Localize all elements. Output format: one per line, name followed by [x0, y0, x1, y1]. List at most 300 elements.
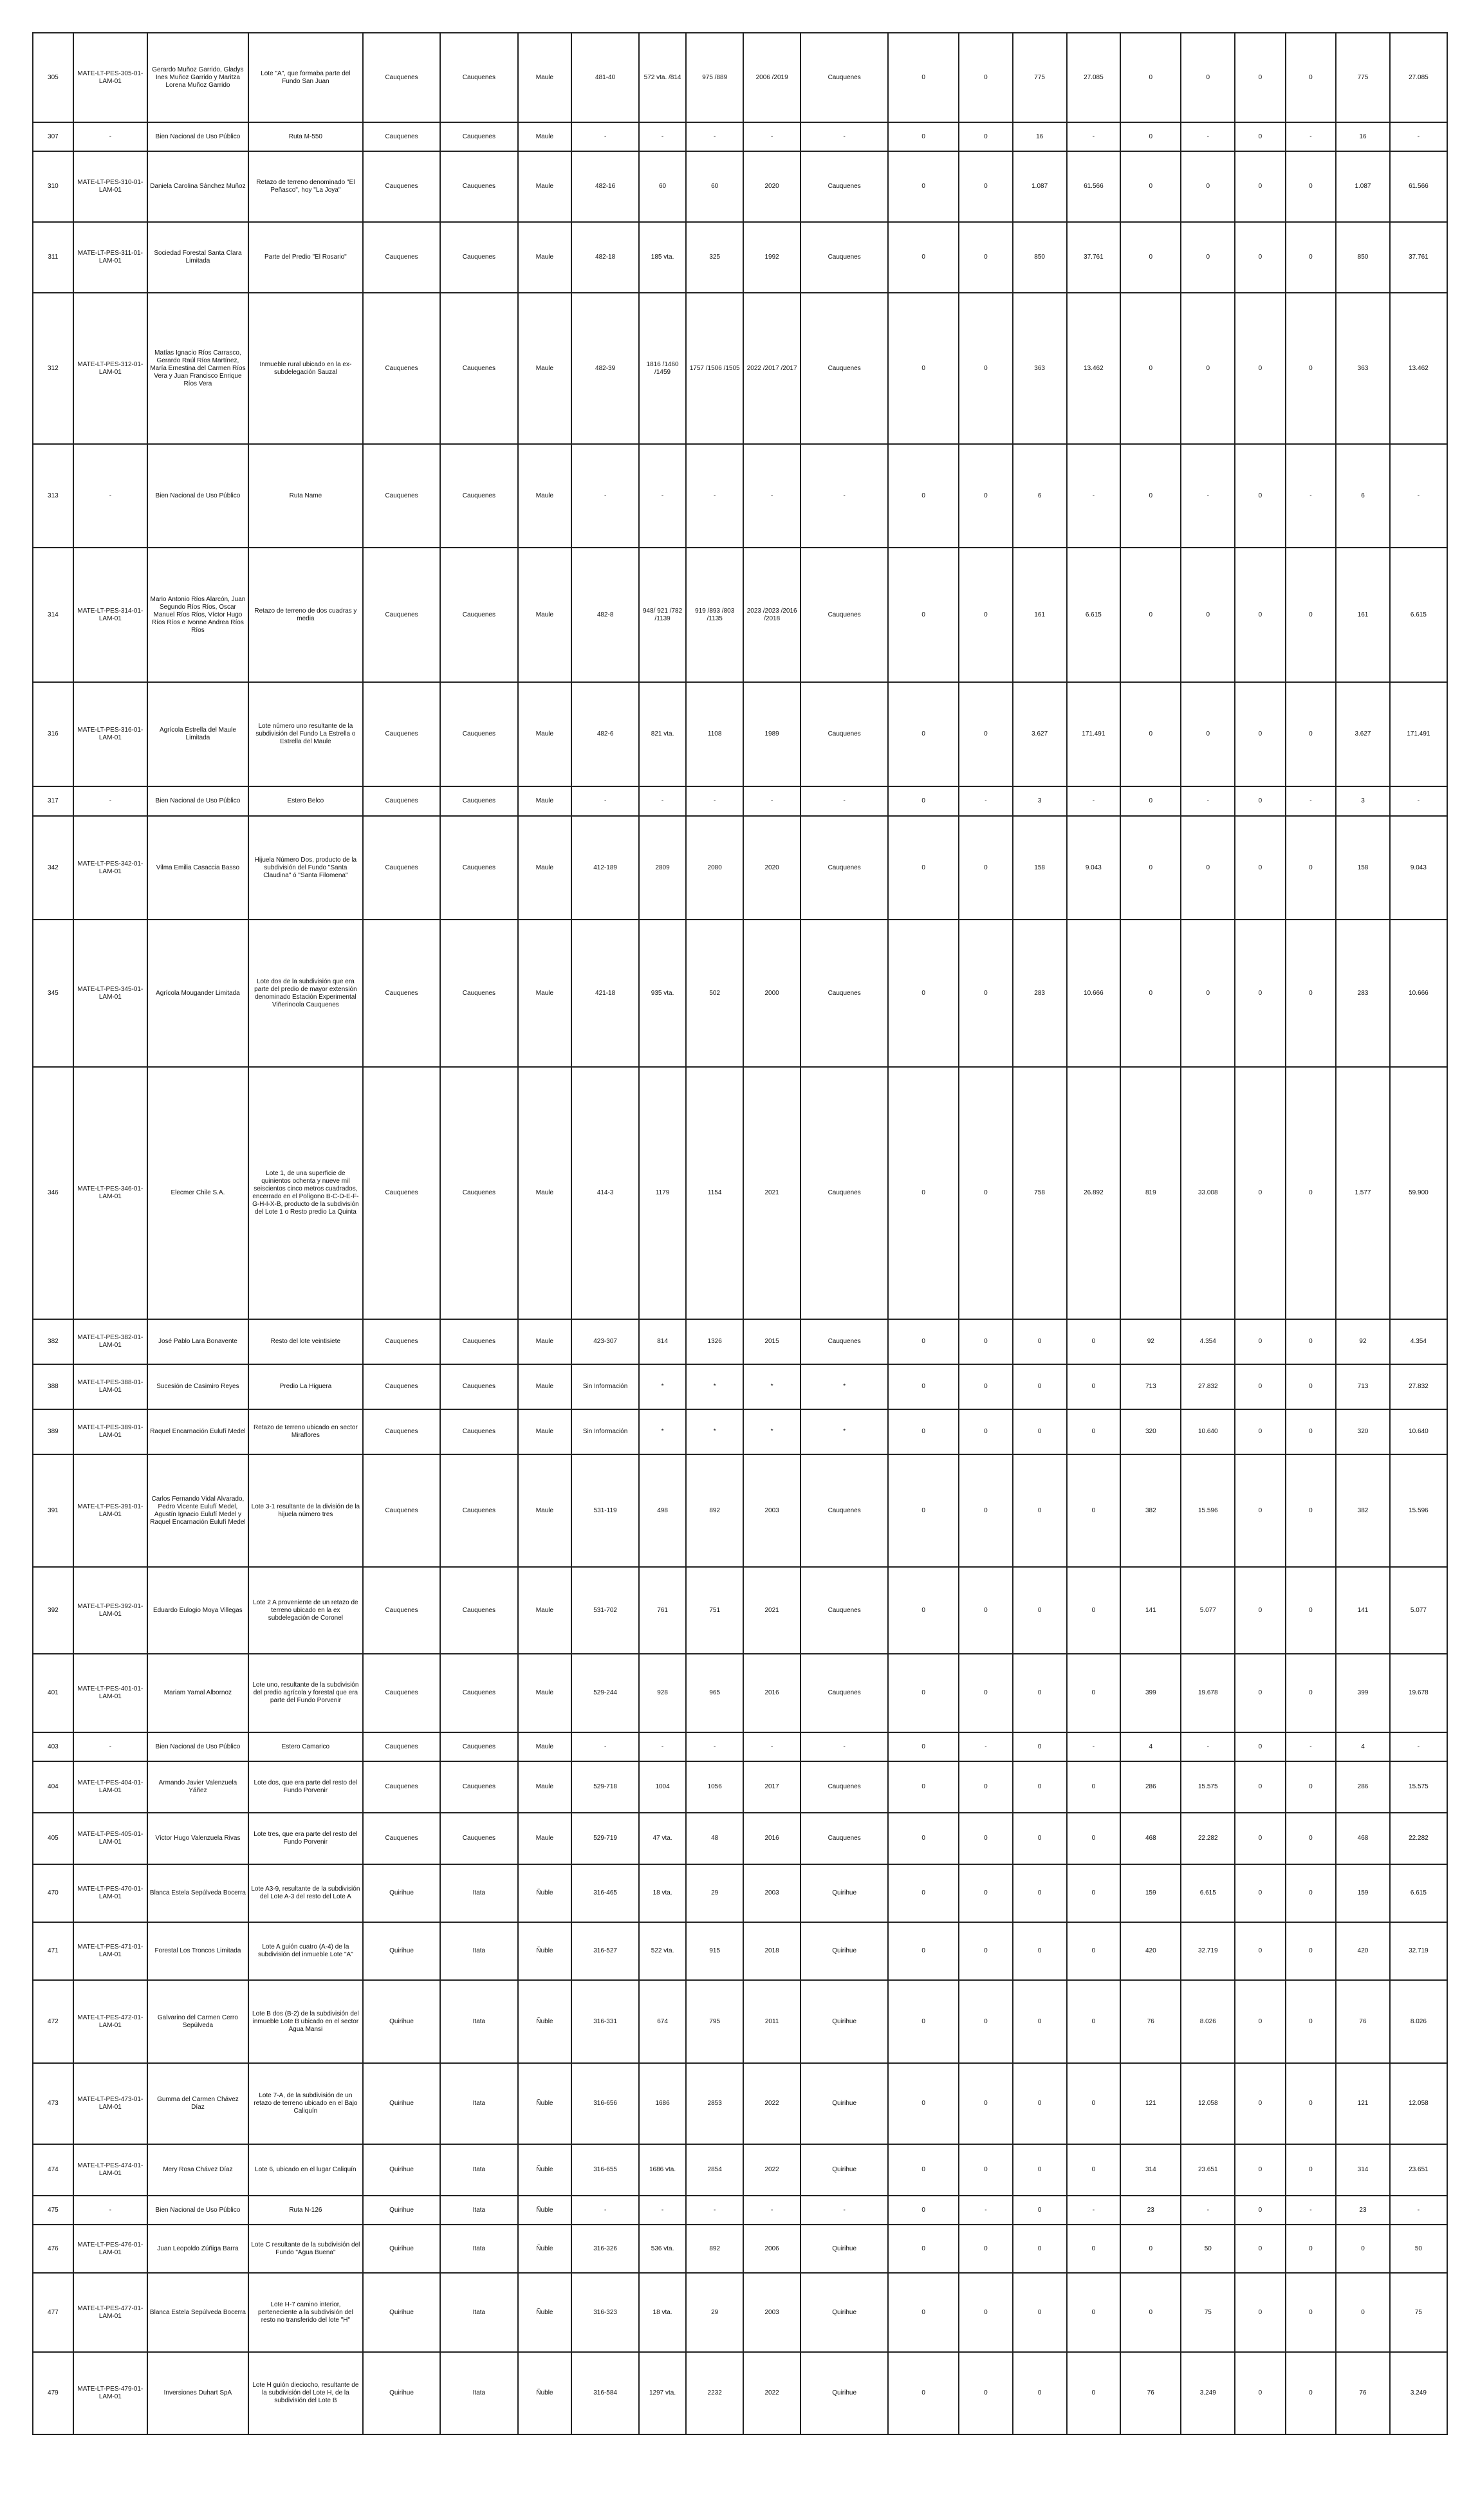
cell-value-2: 37.761 — [1067, 222, 1121, 293]
cell-folio: 498 — [639, 1454, 686, 1567]
cell-area-2: 0 — [1013, 1409, 1067, 1454]
cell-value-2: 10.666 — [1067, 920, 1121, 1067]
table-row — [33, 122, 1447, 151]
cell-area-1: 0 — [888, 1732, 959, 1761]
cell-area-4: 0 — [1235, 2273, 1286, 2352]
cell-area-1: 0 — [888, 1364, 959, 1409]
table-row — [33, 1813, 1447, 1864]
cell-owner-name: Forestal Los Troncos Limitada — [147, 1922, 248, 1980]
cell-owner-name: Inversiones Duhart SpA — [147, 2352, 248, 2434]
cell-total-value: 6.615 — [1390, 548, 1447, 682]
cell-value-4: 0 — [1286, 1364, 1337, 1409]
cell-registry: Cauquenes — [800, 1761, 888, 1813]
cell-plano-code: MATE-LT-PES-316-01-LAM-01 — [73, 682, 147, 786]
cell-folio: - — [639, 444, 686, 548]
cell-area-3: 0 — [1120, 444, 1181, 548]
cell-total-area: 121 — [1336, 2063, 1390, 2144]
table-row — [33, 786, 1447, 816]
cell-total-area: 468 — [1336, 1813, 1390, 1864]
cell-province: Itata — [440, 1864, 517, 1922]
cell-total-value: 3.249 — [1390, 2352, 1447, 2434]
cell-parcel-number: 476 — [33, 2225, 73, 2273]
cell-property-description: Ruta Name — [248, 444, 363, 548]
cell-commune: Quirihue — [363, 2144, 440, 2196]
cell-folio: 1686 vta. — [639, 2144, 686, 2196]
cell-area-3: 23 — [1120, 2196, 1181, 2225]
cell-region: Maule — [518, 1567, 572, 1654]
cell-property-description: Ruta N-126 — [248, 2196, 363, 2225]
cell-value-1: 0 — [959, 222, 1013, 293]
cell-total-area: 283 — [1336, 920, 1390, 1067]
cell-role-number: 414-3 — [571, 1067, 639, 1319]
cell-value-3: 0 — [1181, 33, 1235, 122]
cell-property-description: Parte del Predio "El Rosario" — [248, 222, 363, 293]
cell-value-2: 6.615 — [1067, 548, 1121, 682]
cell-owner-name: Blanca Estela Sepúlveda Bocerra — [147, 2273, 248, 2352]
cell-registry: Quirihue — [800, 2273, 888, 2352]
table-row — [33, 293, 1447, 444]
cell-parcel-number: 404 — [33, 1761, 73, 1813]
cell-area-3: 76 — [1120, 1980, 1181, 2063]
cell-property-description: Retazo de terreno ubicado en sector Miraflores — [248, 1409, 363, 1454]
cell-region: Maule — [518, 1813, 572, 1864]
cell-commune: Cauquenes — [363, 920, 440, 1067]
cell-property-description: Lote "A", que formaba parte del Fundo San Juan — [248, 33, 363, 122]
cell-value-1: 0 — [959, 1980, 1013, 2063]
cell-parcel-number: 313 — [33, 444, 73, 548]
cell-year: 2022 — [743, 2144, 800, 2196]
table-row — [33, 2063, 1447, 2144]
cell-plano-code: MATE-LT-PES-346-01-LAM-01 — [73, 1067, 147, 1319]
cell-value-1: 0 — [959, 1454, 1013, 1567]
cell-commune: Cauquenes — [363, 816, 440, 920]
cell-value-2: 0 — [1067, 1922, 1121, 1980]
cell-registry: Cauquenes — [800, 293, 888, 444]
cell-role-number: Sin Información — [571, 1364, 639, 1409]
cell-value-3: 0 — [1181, 222, 1235, 293]
cell-area-2: 3 — [1013, 786, 1067, 816]
cell-plano-code: MATE-LT-PES-404-01-LAM-01 — [73, 1761, 147, 1813]
cell-parcel-number: 317 — [33, 786, 73, 816]
cell-commune: Cauquenes — [363, 222, 440, 293]
cell-commune: Cauquenes — [363, 1364, 440, 1409]
cell-commune: Cauquenes — [363, 786, 440, 816]
cell-role-number: 481-40 — [571, 33, 639, 122]
cell-plano-code: MATE-LT-PES-392-01-LAM-01 — [73, 1567, 147, 1654]
cell-folio: 1004 — [639, 1761, 686, 1813]
table-row — [33, 1454, 1447, 1567]
cell-area-3: 0 — [1120, 786, 1181, 816]
cell-registry: - — [800, 2196, 888, 2225]
cell-value-3: 15.596 — [1181, 1454, 1235, 1567]
cell-total-area: 76 — [1336, 2352, 1390, 2434]
cell-registry: Cauquenes — [800, 1067, 888, 1319]
cell-total-area: 382 — [1336, 1454, 1390, 1567]
cell-area-4: 0 — [1235, 2225, 1286, 2273]
table-row — [33, 2225, 1447, 2273]
cell-number: 892 — [686, 2225, 743, 2273]
cell-total-value: - — [1390, 786, 1447, 816]
cell-year: 2015 — [743, 1319, 800, 1364]
cell-number: 1154 — [686, 1067, 743, 1319]
property-table — [32, 32, 1448, 2435]
cell-region: Maule — [518, 222, 572, 293]
cell-total-value: 61.566 — [1390, 151, 1447, 222]
cell-role-number: 316-465 — [571, 1864, 639, 1922]
cell-value-2: - — [1067, 444, 1121, 548]
cell-province: Cauquenes — [440, 548, 517, 682]
cell-number: 29 — [686, 2273, 743, 2352]
cell-number: 975 /889 — [686, 33, 743, 122]
cell-area-4: 0 — [1235, 816, 1286, 920]
cell-owner-name: Sucesión de Casimiro Reyes — [147, 1364, 248, 1409]
cell-province: Cauquenes — [440, 222, 517, 293]
cell-value-3: 33.008 — [1181, 1067, 1235, 1319]
cell-plano-code: - — [73, 1732, 147, 1761]
cell-value-2: 0 — [1067, 1409, 1121, 1454]
cell-area-3: 4 — [1120, 1732, 1181, 1761]
cell-area-2: 0 — [1013, 1761, 1067, 1813]
cell-total-area: 3.627 — [1336, 682, 1390, 786]
cell-commune: Cauquenes — [363, 1454, 440, 1567]
cell-total-value: 5.077 — [1390, 1567, 1447, 1654]
cell-folio: 522 vta. — [639, 1922, 686, 1980]
cell-owner-name: Daniela Carolina Sánchez Muñoz — [147, 151, 248, 222]
cell-region: Maule — [518, 122, 572, 151]
table-row — [33, 1732, 1447, 1761]
cell-folio: 948/ 921 /782 /1139 — [639, 548, 686, 682]
cell-registry: Quirihue — [800, 1980, 888, 2063]
cell-role-number: 529-244 — [571, 1654, 639, 1732]
cell-registry: Cauquenes — [800, 1454, 888, 1567]
cell-registry: Cauquenes — [800, 816, 888, 920]
cell-value-4: 0 — [1286, 293, 1337, 444]
cell-area-2: 0 — [1013, 2225, 1067, 2273]
cell-number: 751 — [686, 1567, 743, 1654]
cell-owner-name: Bien Nacional de Uso Público — [147, 122, 248, 151]
cell-value-1: 0 — [959, 548, 1013, 682]
cell-year: * — [743, 1364, 800, 1409]
cell-value-4: 0 — [1286, 1864, 1337, 1922]
cell-value-3: 32.719 — [1181, 1922, 1235, 1980]
cell-area-2: 0 — [1013, 1732, 1067, 1761]
cell-area-4: 0 — [1235, 1922, 1286, 1980]
cell-area-4: 0 — [1235, 548, 1286, 682]
cell-area-2: 0 — [1013, 2144, 1067, 2196]
cell-folio: 185 vta. — [639, 222, 686, 293]
cell-total-area: 850 — [1336, 222, 1390, 293]
cell-area-2: 0 — [1013, 1864, 1067, 1922]
cell-parcel-number: 405 — [33, 1813, 73, 1864]
cell-value-2: 0 — [1067, 1864, 1121, 1922]
cell-number: 29 — [686, 1864, 743, 1922]
cell-total-value: 12.058 — [1390, 2063, 1447, 2144]
cell-value-4: 0 — [1286, 1409, 1337, 1454]
cell-number: - — [686, 786, 743, 816]
cell-year: 2000 — [743, 920, 800, 1067]
cell-value-1: 0 — [959, 444, 1013, 548]
cell-value-3: 5.077 — [1181, 1567, 1235, 1654]
cell-area-2: 0 — [1013, 1654, 1067, 1732]
cell-property-description: Lote C resultante de la subdivisión del Fundo "Agua Buena" — [248, 2225, 363, 2273]
cell-area-1: 0 — [888, 122, 959, 151]
cell-value-4: 0 — [1286, 2144, 1337, 2196]
cell-value-2: 26.892 — [1067, 1067, 1121, 1319]
cell-year: 1989 — [743, 682, 800, 786]
table-row — [33, 1922, 1447, 1980]
cell-value-4: 0 — [1286, 2273, 1337, 2352]
cell-plano-code: MATE-LT-PES-342-01-LAM-01 — [73, 816, 147, 920]
cell-value-3: 6.615 — [1181, 1864, 1235, 1922]
cell-role-number: 529-718 — [571, 1761, 639, 1813]
cell-registry: Cauquenes — [800, 1319, 888, 1364]
cell-year: 2021 — [743, 1567, 800, 1654]
cell-area-4: 0 — [1235, 2352, 1286, 2434]
cell-year: 1992 — [743, 222, 800, 293]
cell-area-3: 0 — [1120, 920, 1181, 1067]
cell-folio: * — [639, 1364, 686, 1409]
cell-folio: 674 — [639, 1980, 686, 2063]
cell-folio: 928 — [639, 1654, 686, 1732]
cell-region: Maule — [518, 1409, 572, 1454]
cell-total-area: 3 — [1336, 786, 1390, 816]
cell-area-1: 0 — [888, 1654, 959, 1732]
cell-year: - — [743, 122, 800, 151]
cell-year: 2022 — [743, 2063, 800, 2144]
cell-area-2: 283 — [1013, 920, 1067, 1067]
cell-role-number: 316-326 — [571, 2225, 639, 2273]
cell-area-4: 0 — [1235, 1813, 1286, 1864]
cell-year: 2003 — [743, 1454, 800, 1567]
cell-plano-code: MATE-LT-PES-401-01-LAM-01 — [73, 1654, 147, 1732]
cell-number: 915 — [686, 1922, 743, 1980]
cell-property-description: Lote B dos (B-2) de la subdivisión del inmueble Lote B ubicado en el sector Agua Mansi — [248, 1980, 363, 2063]
cell-value-4: 0 — [1286, 1454, 1337, 1567]
cell-owner-name: Agrícola Estrella del Maule Limitada — [147, 682, 248, 786]
cell-plano-code: MATE-LT-PES-405-01-LAM-01 — [73, 1813, 147, 1864]
cell-area-2: 158 — [1013, 816, 1067, 920]
cell-area-2: 0 — [1013, 1813, 1067, 1864]
cell-total-area: 1.087 — [1336, 151, 1390, 222]
cell-property-description: Lote 2 A proveniente de un retazo de terreno ubicado en la ex subdelegación de Coronel — [248, 1567, 363, 1654]
cell-area-4: 0 — [1235, 122, 1286, 151]
cell-property-description: Lote dos, que era parte del resto del Fundo Porvenir — [248, 1761, 363, 1813]
table-row — [33, 1364, 1447, 1409]
cell-year: 2020 — [743, 151, 800, 222]
cell-value-1: 0 — [959, 1761, 1013, 1813]
cell-region: Ñuble — [518, 2273, 572, 2352]
cell-folio: 1179 — [639, 1067, 686, 1319]
cell-value-3: 23.651 — [1181, 2144, 1235, 2196]
cell-property-description: Hijuela Número Dos, producto de la subdivisión del Fundo "Santa Claudina" ó "Santa Filomena" — [248, 816, 363, 920]
cell-registry: Quirihue — [800, 2225, 888, 2273]
cell-area-3: 76 — [1120, 2352, 1181, 2434]
cell-total-area: 1.577 — [1336, 1067, 1390, 1319]
cell-province: Itata — [440, 2273, 517, 2352]
cell-value-4: 0 — [1286, 33, 1337, 122]
cell-area-4: 0 — [1235, 1761, 1286, 1813]
cell-value-4: 0 — [1286, 1813, 1337, 1864]
cell-total-value: - — [1390, 1732, 1447, 1761]
cell-value-4: 0 — [1286, 1654, 1337, 1732]
cell-year: 2018 — [743, 1922, 800, 1980]
cell-total-area: 141 — [1336, 1567, 1390, 1654]
cell-area-3: 141 — [1120, 1567, 1181, 1654]
cell-region: Maule — [518, 786, 572, 816]
cell-role-number: 412-189 — [571, 816, 639, 920]
cell-total-value: 10.640 — [1390, 1409, 1447, 1454]
cell-folio: 18 vta. — [639, 1864, 686, 1922]
cell-region: Maule — [518, 920, 572, 1067]
cell-area-3: 399 — [1120, 1654, 1181, 1732]
cell-year: - — [743, 2196, 800, 2225]
table-row — [33, 151, 1447, 222]
cell-total-value: 32.719 — [1390, 1922, 1447, 1980]
cell-region: Ñuble — [518, 2352, 572, 2434]
cell-commune: Quirihue — [363, 1980, 440, 2063]
cell-total-value: 9.043 — [1390, 816, 1447, 920]
cell-province: Cauquenes — [440, 682, 517, 786]
cell-commune: Quirihue — [363, 1864, 440, 1922]
cell-area-1: 0 — [888, 1761, 959, 1813]
cell-province: Cauquenes — [440, 151, 517, 222]
cell-total-value: 27.832 — [1390, 1364, 1447, 1409]
cell-property-description: Lote número uno resultante de la subdivisión del Fundo La Estrella o Estrella del Maule — [248, 682, 363, 786]
cell-year: 2016 — [743, 1813, 800, 1864]
cell-region: Maule — [518, 1761, 572, 1813]
cell-region: Ñuble — [518, 2144, 572, 2196]
cell-role-number: 531-702 — [571, 1567, 639, 1654]
cell-area-4: 0 — [1235, 222, 1286, 293]
cell-folio: - — [639, 786, 686, 816]
cell-plano-code: MATE-LT-PES-391-01-LAM-01 — [73, 1454, 147, 1567]
cell-property-description: Estero Belco — [248, 786, 363, 816]
cell-registry: Cauquenes — [800, 548, 888, 682]
cell-area-2: 161 — [1013, 548, 1067, 682]
cell-province: Cauquenes — [440, 1454, 517, 1567]
cell-value-1: 0 — [959, 1067, 1013, 1319]
cell-parcel-number: 346 — [33, 1067, 73, 1319]
cell-role-number: 421-18 — [571, 920, 639, 1067]
cell-area-1: 0 — [888, 548, 959, 682]
table-row — [33, 2196, 1447, 2225]
cell-area-2: 0 — [1013, 1364, 1067, 1409]
table-row — [33, 1654, 1447, 1732]
cell-value-3: 8.026 — [1181, 1980, 1235, 2063]
cell-value-2: 13.462 — [1067, 293, 1121, 444]
cell-total-value: 59.900 — [1390, 1067, 1447, 1319]
cell-total-value: 8.026 — [1390, 1980, 1447, 2063]
cell-year: 2016 — [743, 1654, 800, 1732]
cell-area-1: 0 — [888, 1813, 959, 1864]
cell-owner-name: Víctor Hugo Valenzuela Rivas — [147, 1813, 248, 1864]
cell-region: Maule — [518, 33, 572, 122]
cell-year: 2006 /2019 — [743, 33, 800, 122]
cell-area-4: 0 — [1235, 1654, 1286, 1732]
cell-area-2: 0 — [1013, 1319, 1067, 1364]
cell-plano-code: MATE-LT-PES-472-01-LAM-01 — [73, 1980, 147, 2063]
cell-owner-name: Bien Nacional de Uso Público — [147, 1732, 248, 1761]
cell-parcel-number: 471 — [33, 1922, 73, 1980]
cell-owner-name: Galvarino del Carmen Cerro Sepúlveda — [147, 1980, 248, 2063]
cell-plano-code: MATE-LT-PES-388-01-LAM-01 — [73, 1364, 147, 1409]
cell-folio: 821 vta. — [639, 682, 686, 786]
cell-value-3: 0 — [1181, 293, 1235, 444]
cell-value-4: - — [1286, 1732, 1337, 1761]
cell-area-1: 0 — [888, 1567, 959, 1654]
cell-owner-name: Matías Ignacio Ríos Carrasco, Gerardo Raúl Ríos Martínez, María Ernestina del Carmen Ríos Vera y Juan Francisco Enrique Ríos Vera — [147, 293, 248, 444]
cell-total-area: 0 — [1336, 2273, 1390, 2352]
cell-province: Cauquenes — [440, 1067, 517, 1319]
cell-value-2: 9.043 — [1067, 816, 1121, 920]
cell-area-1: 0 — [888, 1319, 959, 1364]
cell-folio: 536 vta. — [639, 2225, 686, 2273]
cell-role-number: - — [571, 786, 639, 816]
cell-role-number: 482-16 — [571, 151, 639, 222]
cell-year: 2003 — [743, 2273, 800, 2352]
cell-number: 48 — [686, 1813, 743, 1864]
cell-area-2: 0 — [1013, 1454, 1067, 1567]
cell-value-4: 0 — [1286, 151, 1337, 222]
cell-plano-code: - — [73, 122, 147, 151]
cell-value-2: - — [1067, 1732, 1121, 1761]
cell-total-area: 420 — [1336, 1922, 1390, 1980]
cell-property-description: Lote uno, resultante de la subdivisión del predio agrícola y forestal que era parte del Fundo Porvenir — [248, 1654, 363, 1732]
cell-region: Maule — [518, 293, 572, 444]
cell-area-4: 0 — [1235, 1980, 1286, 2063]
cell-region: Maule — [518, 1364, 572, 1409]
cell-parcel-number: 392 — [33, 1567, 73, 1654]
table-row — [33, 920, 1447, 1067]
cell-area-1: 0 — [888, 1067, 959, 1319]
cell-commune: Cauquenes — [363, 682, 440, 786]
table-row — [33, 33, 1447, 122]
cell-folio: * — [639, 1409, 686, 1454]
cell-value-4: 0 — [1286, 682, 1337, 786]
cell-commune: Quirihue — [363, 2273, 440, 2352]
cell-area-4: 0 — [1235, 151, 1286, 222]
cell-commune: Quirihue — [363, 2352, 440, 2434]
cell-value-2: 0 — [1067, 2063, 1121, 2144]
cell-owner-name: Eduardo Eulogio Moya Villegas — [147, 1567, 248, 1654]
cell-value-4: 0 — [1286, 1980, 1337, 2063]
cell-region: Maule — [518, 151, 572, 222]
cell-area-3: 314 — [1120, 2144, 1181, 2196]
cell-area-3: 0 — [1120, 548, 1181, 682]
cell-total-value: 27.085 — [1390, 33, 1447, 122]
cell-number: 1056 — [686, 1761, 743, 1813]
cell-folio: 1816 /1460 /1459 — [639, 293, 686, 444]
cell-total-area: 775 — [1336, 33, 1390, 122]
cell-registry: * — [800, 1364, 888, 1409]
cell-commune: Cauquenes — [363, 1567, 440, 1654]
cell-property-description: Estero Camarico — [248, 1732, 363, 1761]
cell-area-4: 0 — [1235, 1364, 1286, 1409]
cell-area-3: 0 — [1120, 293, 1181, 444]
cell-value-3: - — [1181, 2196, 1235, 2225]
cell-parcel-number: 345 — [33, 920, 73, 1067]
cell-plano-code: MATE-LT-PES-476-01-LAM-01 — [73, 2225, 147, 2273]
cell-commune: Quirihue — [363, 1922, 440, 1980]
cell-plano-code: - — [73, 444, 147, 548]
cell-area-1: 0 — [888, 920, 959, 1067]
cell-region: Ñuble — [518, 1922, 572, 1980]
cell-number: 965 — [686, 1654, 743, 1732]
cell-area-2: 775 — [1013, 33, 1067, 122]
cell-number: 60 — [686, 151, 743, 222]
cell-owner-name: Gerardo Muñoz Garrido, Gladys Ines Muñoz Garrido y Maritza Lorena Muñoz Garrido — [147, 33, 248, 122]
cell-region: Maule — [518, 1319, 572, 1364]
